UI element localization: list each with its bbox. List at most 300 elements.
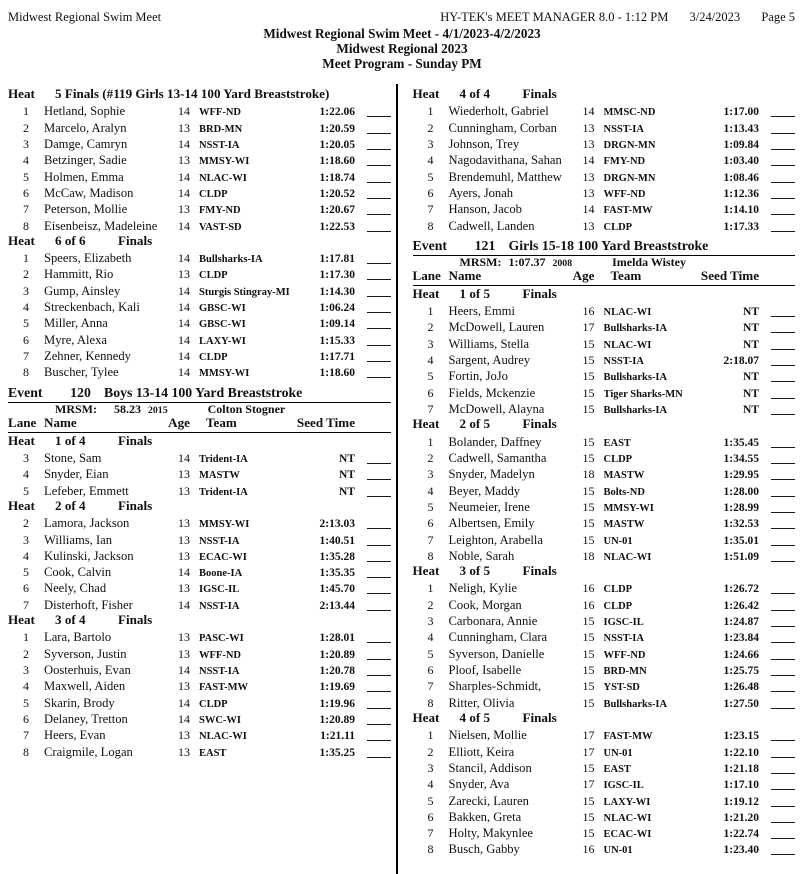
entry-row [8,579,391,595]
left-column [0,84,396,874]
swimmer-name: Craigmile, Logan [44,744,133,759]
lane-number: 4 [23,300,29,315]
swimmer-age: 15 [582,434,595,449]
swimmer-age: 15 [582,679,595,694]
lane-number: 3 [23,663,29,677]
result-blank-line [771,679,795,692]
lane-number: 6 [23,185,29,200]
lane-number: 8 [427,842,434,857]
heat-section [8,233,391,380]
result-blank-line [367,598,391,611]
entry-row [413,102,796,118]
lane-number: 5 [23,169,29,184]
lane-number: 1 [427,104,434,119]
swimmer-name: Fortin, JoJo [448,369,508,384]
result-blank-line [367,104,391,117]
swimmer-age: 14 [178,663,190,677]
heat-label: Heat [412,709,440,725]
entry-row [413,775,796,791]
swimmer-age: 14 [178,218,190,233]
result-blank-line [367,300,391,313]
seed-time: 1:24.87 [723,616,759,629]
swimmer-name: Ritter, Olivia [448,695,515,710]
entry-row [413,531,796,547]
entry-row [413,628,796,644]
lane-number: 6 [427,385,434,400]
seed-time: 1:27.50 [723,697,759,710]
seed-time: 1:20.89 [319,713,355,726]
event-header-block [8,385,391,433]
swimmer-name: Cadwell, Landen [448,218,535,233]
entry-row [413,433,796,449]
seed-time: 1:35.25 [319,746,355,759]
event-label: Event [412,237,447,253]
team-code: GBSC-WI [199,319,246,331]
result-blank-line [771,186,795,199]
team-code: Bullsharks-IA [603,405,668,416]
swimmer-name: McCaw, Madison [44,185,134,200]
swimmer-name: Buscher, Tylee [44,365,119,380]
seed-time: 1:28.01 [319,632,355,645]
lane-number: 7 [23,728,29,743]
col-header-seed: Seed Time [700,268,759,284]
entry-row [413,302,796,318]
lane-number: 4 [427,630,434,645]
team-code: NSST-IA [199,535,240,547]
swimmer-age: 14 [582,104,595,119]
team-code: NSST-IA [603,123,644,135]
result-blank-line [771,761,795,774]
seed-time: 1:19.96 [319,697,355,710]
swimmer-name: Cook, Calvin [44,565,112,580]
col-header-team: Team [206,415,237,431]
entry-row [8,563,391,579]
lane-number: 8 [23,744,29,759]
swimmer-name: Speers, Elizabeth [44,251,132,266]
swimmer-name: Gump, Ainsley [44,283,121,298]
result-blank-line [367,484,391,497]
result-blank-line [771,202,795,215]
swimmer-name: Stone, Sam [44,450,102,465]
team-code: Trident-IA [199,486,248,498]
team-code: WFF-ND [603,649,646,661]
lane-number: 2 [427,744,434,759]
team-code: CLDP [603,453,633,465]
swimmer-name: Maxwell, Aiden [44,679,126,694]
result-blank-line [367,219,391,232]
result-blank-line [367,170,391,183]
swimmer-name: Holty, Makynlee [448,826,534,841]
result-blank-line [367,251,391,264]
result-blank-line [367,467,391,480]
seed-time: NT [339,452,355,465]
lane-number: 7 [427,826,434,841]
seed-time: 1:19.12 [723,795,759,808]
seed-time: 1:51.09 [723,550,759,563]
meet-title-line1: Midwest Regional Swim Meet - 4/1/2023-4/2/2023 [263,26,541,41]
seed-time: 1:35.35 [319,567,355,580]
swimmer-age: 15 [582,353,595,368]
entry-row [8,661,391,677]
entry-row [8,596,391,612]
result-blank-line [367,202,391,215]
team-code: CLDP [199,352,228,363]
swimmer-name: Neely, Chad [44,581,107,596]
entry-row [8,482,391,498]
generator-date: 3/24/2023 [689,10,741,24]
entry-row [413,677,796,693]
col-header-age: Age [572,268,595,284]
seed-time: 1:08.46 [723,171,759,184]
swimmer-age: 13 [178,467,190,482]
swimmer-age: 13 [178,679,190,694]
entry-row [413,168,796,184]
heat-label: Heat [412,416,440,432]
team-code: MASTW [603,519,645,531]
swimmer-name: Disterhoft, Fisher [44,597,133,612]
swimmer-name: Heers, Emmi [448,304,515,319]
swimmer-age: 14 [582,202,595,217]
swimmer-age: 14 [178,169,190,184]
entry-row [413,792,796,808]
swimmer-age: 15 [582,809,595,824]
entry-row [8,547,391,563]
swimmer-name: Stancil, Addison [448,760,532,775]
entry-row [8,119,391,135]
team-code: MASTW [199,470,240,482]
swimmer-age: 15 [582,760,595,775]
swimmer-age: 13 [178,153,190,168]
team-code: EAST [603,437,631,449]
result-blank-line [771,320,795,333]
swimmer-age: 15 [582,630,595,645]
lane-number: 7 [23,202,29,217]
entry-row [413,135,796,151]
entry-row [8,677,391,693]
entry-row [413,151,796,167]
team-code: UN-01 [603,535,633,547]
heat-label: Heat [8,612,35,628]
swimmer-name: Marcelo, Aralyn [44,120,127,135]
heat-round-label: Finals [522,416,557,432]
record-time: 58.23 [114,401,141,416]
swimmer-age: 17 [582,728,595,743]
swimmer-name: Nielsen, Mollie [448,728,527,743]
swimmer-name: Delaney, Tretton [44,711,128,726]
seed-time: 1:09.84 [723,138,759,151]
seed-time: 1:35.01 [723,534,759,547]
result-blank-line [771,219,795,232]
heat-round-label: Finals [118,612,153,628]
seed-time: 1:34.55 [723,452,759,465]
seed-time: 1:32.53 [723,518,759,531]
entry-row [8,151,391,167]
entry-row [413,808,796,824]
seed-time: 1:22.06 [319,106,355,119]
entry-row [413,465,796,481]
col-header-lane: Lane [412,268,441,284]
event-header-block [413,238,796,286]
lane-number: 8 [427,218,434,233]
lane-number: 3 [427,467,434,482]
result-blank-line [771,104,795,117]
entry-row [8,694,391,710]
team-code: GBSC-WI [199,303,246,315]
swimmer-age: 17 [582,777,595,792]
entry-row [413,384,796,400]
entry-row [8,331,391,347]
swimmer-age: 15 [582,646,595,661]
meet-name-header: Midwest Regional Swim Meet [8,10,162,24]
swimmer-name: Peterson, Mollie [44,202,128,217]
entry-row [8,282,391,298]
result-blank-line [771,549,795,562]
generator-app: HY-TEK's MEET MANAGER 8.0 - 1:12 PM [440,10,669,24]
meet-record-row [413,256,796,270]
heat-header [8,433,391,449]
swimmer-name: Johnson, Trey [448,136,520,151]
seed-time: 1:40.51 [319,534,355,547]
seed-time: 1:22.10 [723,746,759,759]
lane-number: 6 [427,663,434,677]
lane-number: 4 [23,467,29,482]
swimmer-age: 13 [178,532,190,547]
team-code: Boone-IA [199,568,243,580]
team-code: FAST-MW [603,205,653,217]
result-blank-line [771,170,795,183]
result-blank-line [771,794,795,807]
entry-row [8,249,391,265]
entry-row [8,135,391,151]
lane-number: 4 [23,679,29,694]
result-blank-line [771,353,795,366]
swimmer-name: Syverson, Justin [44,646,127,661]
seed-time: 1:17.33 [723,220,759,233]
seed-time: 1:28.00 [723,485,759,498]
lane-number: 5 [427,499,434,514]
swimmer-age: 13 [582,218,595,233]
swimmer-age: 18 [582,467,595,482]
lane-number: 5 [427,646,434,661]
result-blank-line [367,745,391,758]
entry-row [8,465,391,481]
heat-round-label: Finals [118,232,153,248]
seed-time: 1:23.84 [723,632,759,645]
swimmer-age: 13 [582,169,595,184]
result-blank-line [367,712,391,725]
team-code: NLAC-WI [603,339,652,351]
swimmer-age: 15 [582,614,595,629]
lane-number: 3 [427,336,434,351]
swimmer-name: Sargent, Audrey [448,353,531,368]
entry-row [8,168,391,184]
entry-row [8,743,391,759]
lane-number: 8 [427,548,434,563]
result-blank-line [771,153,795,166]
swimmer-name: Leighton, Arabella [448,532,543,547]
lane-number: 5 [23,316,29,331]
heat-section [413,416,796,563]
seed-time: 1:35.45 [723,436,759,449]
swimmer-age: 14 [178,185,190,200]
seed-time: 1:17.10 [723,779,759,792]
team-code: MASTW [603,470,645,482]
swimmer-age: 14 [178,365,190,380]
team-code: WFF-ND [199,107,241,119]
seed-time: 1:19.69 [319,681,355,694]
lane-number: 7 [23,349,29,363]
swimmer-age: 15 [582,516,595,531]
lane-number: 1 [427,728,434,743]
result-blank-line [367,630,391,643]
record-year: 2015 [148,404,168,416]
team-code: NSST-IA [199,139,240,151]
result-blank-line [771,451,795,464]
lane-number: 5 [23,483,29,498]
swimmer-name: Zehner, Kennedy [44,349,131,363]
event-number: 120 [70,384,91,400]
heat-round-label: Finals [522,86,557,101]
entry-row [8,298,391,314]
swimmer-age: 17 [582,744,595,759]
entry-row [413,482,796,498]
seed-time: 1:35.28 [319,550,355,563]
lane-number: 6 [427,516,434,531]
team-code: ECAC-WI [603,829,652,841]
entry-row [8,314,391,330]
team-code: NLAC-WI [603,307,652,319]
swimmer-name: Hetland, Sophie [44,104,126,119]
entry-row [8,200,391,216]
seed-time: 1:17.71 [319,351,355,363]
team-code: NLAC-WI [603,551,652,563]
seed-time: 1:09.14 [319,318,355,331]
team-code: BRD-MN [199,123,243,135]
swimmer-name: Fields, Mckenzie [448,385,536,400]
seed-time: 1:22.74 [723,828,759,841]
lane-number: 3 [427,760,434,775]
swimmer-name: Snyder, Eian [44,467,109,482]
seed-time: 1:18.60 [319,155,355,168]
swimmer-name: McDowell, Lauren [448,320,545,335]
result-blank-line [771,533,795,546]
seed-time: 1:45.70 [319,583,355,596]
heat-section [8,498,391,612]
result-blank-line [367,333,391,346]
result-blank-line [771,598,795,611]
entry-row [413,514,796,530]
seed-time: 1:20.67 [319,204,355,217]
column-headers [413,269,796,286]
lane-number: 2 [23,516,29,531]
col-header-seed: Seed Time [296,415,355,431]
heat-section [413,86,796,233]
swimmer-age: 15 [582,450,595,465]
team-code: VAST-SD [199,221,242,233]
entry-row [413,596,796,612]
result-blank-line [771,745,795,758]
swimmer-age: 13 [178,744,190,759]
seed-time: NT [743,371,759,384]
lane-number: 6 [23,332,29,347]
swimmer-age: 13 [582,136,595,151]
result-blank-line [367,549,391,562]
lane-number: 3 [23,136,29,151]
swimmer-name: Holmen, Emma [44,169,124,184]
heat-round-label: Finals [522,563,557,579]
team-code: DRGN-MN [603,172,656,184]
record-holder: Colton Stogner [207,401,286,416]
swimmer-name: Cunningham, Corban [448,120,557,135]
seed-time: 1:20.78 [319,665,355,677]
result-blank-line [771,337,795,350]
team-code: DRGN-MN [603,139,656,151]
lane-number: 2 [427,320,434,335]
swimmer-age: 16 [582,842,595,857]
event-label: Event [8,384,43,400]
seed-time: 1:20.89 [319,648,355,661]
result-blank-line [771,810,795,823]
lane-number: 3 [23,532,29,547]
swimmer-name: Heers, Evan [44,728,106,743]
result-blank-line [771,647,795,660]
swimmer-age: 15 [582,663,595,677]
seed-time: 1:17.30 [319,269,355,282]
swimmer-age: 13 [582,120,595,135]
swimmer-name: Elliott, Keira [448,744,515,759]
team-code: CLDP [199,698,228,710]
lane-number: 8 [427,695,434,710]
meet-title-line3: Meet Program - Sunday PM [322,55,482,71]
swimmer-name: Damge, Camryn [44,136,128,151]
swimmer-name: McDowell, Alayna [448,402,545,416]
team-code: Bullsharks-IA [199,254,263,266]
swimmer-age: 14 [178,104,190,119]
meet-title-line2: Midwest Regional 2023 [336,40,468,56]
swimmer-age: 13 [178,548,190,563]
lane-number: 2 [427,597,434,612]
team-code: FMY-ND [603,156,646,168]
heat-number: 6 of 6 [55,232,86,248]
team-code: Tiger Sharks-MN [603,388,683,400]
swimmer-age: 14 [178,349,190,363]
swimmer-name: Cadwell, Samantha [448,450,547,465]
record-holder: Imelda Wistey [612,254,686,269]
result-blank-line [367,349,391,362]
result-blank-line [367,451,391,464]
heat-header [8,86,391,102]
team-code: WFF-ND [199,649,241,661]
lane-number: 6 [23,581,29,596]
seed-time: 1:17.00 [723,106,759,119]
entry-row [413,824,796,840]
team-code: Bullsharks-IA [603,372,668,384]
result-blank-line [771,484,795,497]
record-year: 2008 [552,257,573,269]
result-blank-line [771,402,795,415]
seed-time: NT [339,469,355,482]
lane-number: 4 [427,777,434,792]
team-code: PASC-WI [199,633,244,645]
seed-time: 1:29.95 [723,469,759,482]
seed-time: 1:12.36 [723,187,759,200]
seed-time: 1:06.24 [319,302,355,315]
result-blank-line [771,842,795,855]
result-blank-line [367,679,391,692]
result-blank-line [771,137,795,150]
heat-label: Heat [8,232,35,248]
lane-number: 2 [23,646,29,661]
